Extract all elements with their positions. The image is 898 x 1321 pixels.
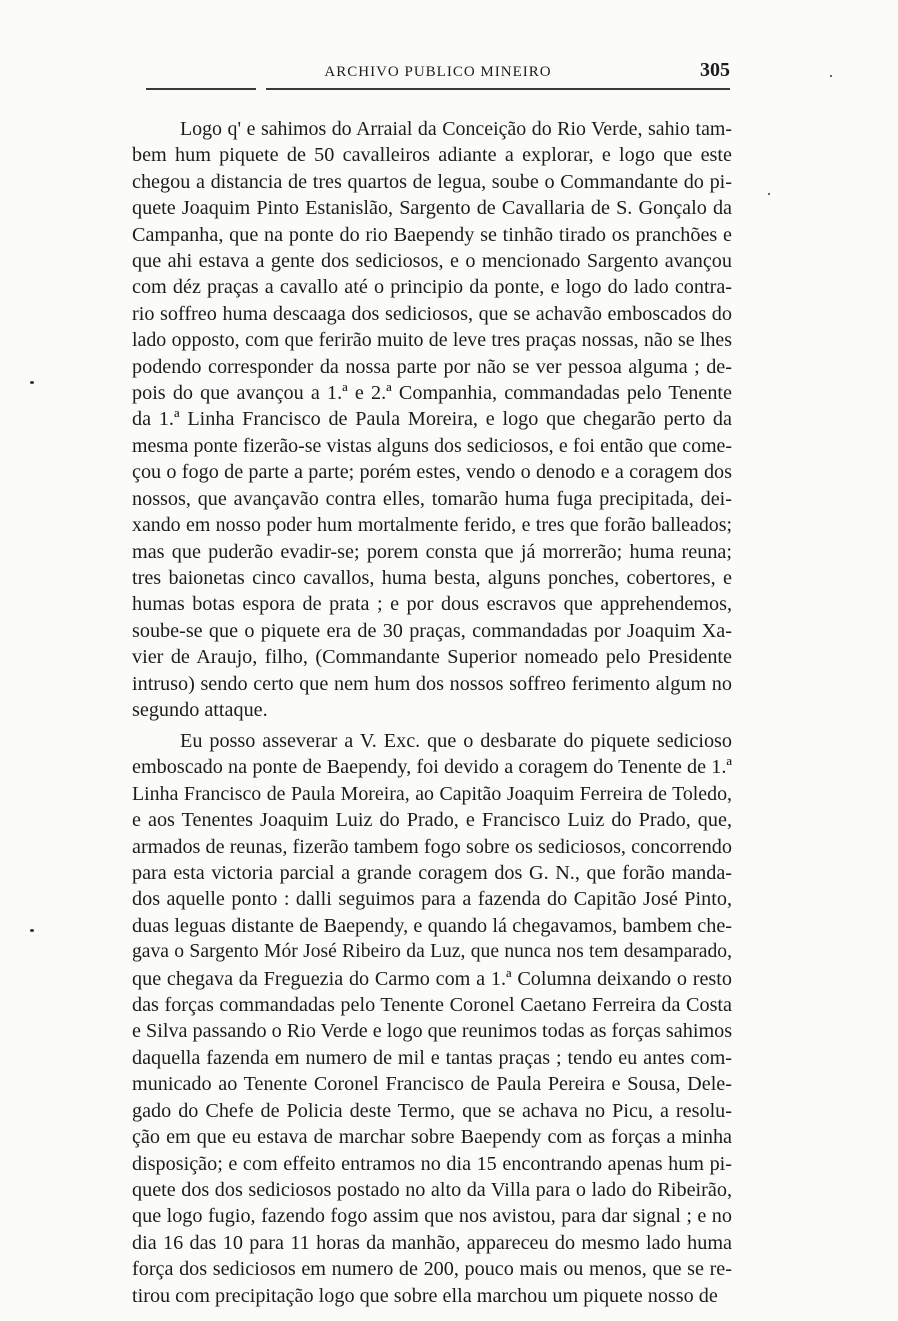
text-line: tres baionetas cinco cavallos, huma besta, alguns ponches, cobertores, e [132,566,732,589]
text-line: tirou com precipitação logo que sobre ella marchou um piquete nosso de [132,1284,718,1307]
text-line: disposição; e com effeito entramos no dia 15 encontrando apenas hum pi- [132,1152,732,1175]
text-line: humas botas espora de prata ; e por dous escravos que apprehendemos, [132,593,732,616]
text-line: ção em que eu estava de marchar sobre Baependy com as forças a minha [132,1126,732,1149]
text-line: que ahi estava a gente dos sediciosos, e o mencionado Sargento avançou [132,250,732,273]
text-line: podendo corresponder da nossa parte por não se ver pessoa alguma ; de- [132,355,732,378]
ink-speck [30,929,34,932]
page-header [146,59,730,94]
text-line: xando em nosso poder hum mortalmente ferido, e tres que forão balleados; [132,514,732,537]
text-line: armados de reunas, fizerão tambem fogo sobre os sediciosos, concorrendo [132,835,732,858]
text-line: Campanha, que na ponte do rio Baependy se tinhão tirado os pranchões e [132,223,732,246]
text-line: com déz praças a cavallo até o principio da ponte, e logo do lado contra- [132,276,732,299]
text-line: çou o fogo de parte a parte; porém estes, vendo o denodo e a coragem dos [132,461,732,484]
text-line: duas leguas distante de Baependy, e quando lá chegavamos, bambem che- [132,914,732,937]
text-line: dos aquelle ponto : dalli seguimos para a fazenda do Capitão José Pinto, [132,888,732,911]
text-line: das forças commandadas pelo Tenente Coronel Caetano Ferreira da Costa [132,994,732,1017]
text-line: para esta victoria parcial a grande coragem dos G. N., que forão manda- [132,862,732,885]
text-line: segundo attaque. [132,698,268,721]
text-line: rio soffreo huma descaaga dos sediciosos, que se achavão emboscados do [132,302,732,325]
text-line: da 1.ª Linha Francisco de Paula Moreira, e logo que chegarão perto da [132,408,732,431]
text-line: soube-se que o piquete era de 30 praças, commandadas por Joaquim Xa- [132,619,732,642]
text-line: bem hum piquete de 50 cavalleiros adiante a explorar, e logo que este [132,144,732,167]
header-rule-right [266,88,730,90]
text-line: nossos, que avançavão contra elles, tomarão huma fuga precipitada, dei- [132,487,732,510]
paragraph-2 [132,728,732,1309]
text-line: emboscado na ponte de Baependy, foi devido a coragem do Tenente de 1.ª [132,756,732,779]
text-line: dia 16 das 10 para 11 horas da manhão, appareceu do mesmo lado huma [132,1231,732,1254]
text-line: mesma ponte fizerão-se vistas alguns dos sediciosos, e foi então que come- [132,434,732,457]
page-number: 305 [700,59,730,81]
text-line: quete Joaquim Pinto Estanislão, Sargento de Cavallaria de S. Gonçalo da [132,197,732,220]
header-rule-left [146,88,256,90]
text-line: quete dos dos sediciosos postado no alto da Villa para o lado do Ribeirão, [132,1178,732,1201]
text-line: e Silva passando o Rio Verde e logo que reunimos todas as forças sahimos [132,1020,733,1043]
text-line: Eu posso asseverar a V. Exc. que o desbarate do piquete sedicioso [180,730,732,752]
text-line: chegou a distancia de tres quartos de legua, soube o Commandante do pi- [132,170,732,193]
text-line: lado opposto, com que ferirão muito de leve tres praças nossas, não se lhes [132,329,732,352]
text-line: Linha Francisco de Paula Moreira, ao Capitão Joaquim Ferreira de Toledo, [132,782,732,805]
text-line: municado ao Tenente Coronel Francisco de Paula Pereira e Sousa, Dele- [132,1073,732,1096]
text-line: intruso) sendo certo que nem hum dos nossos soffreo ferimento algum no [132,672,732,695]
text-line: e aos Tenentes Joaquim Luiz do Prado, e Francisco Luiz do Prado, que, [132,809,732,832]
ink-speck [768,193,770,195]
ink-speck [30,381,34,384]
text-line: vier de Araujo, filho, (Commandante Superior nomeado pelo Presidente [132,646,732,669]
ink-speck [830,75,832,77]
text-line: Logo q' e sahimos do Arraial da Conceição do Rio Verde, sahio tam- [180,118,732,140]
text-line: mas que puderão evadir-se; porem consta que já morrerão; huma reuna; [132,540,732,563]
text-line: que logo fugio, fazendo fogo assim que nos avistou, para dar signal ; e no [132,1205,732,1228]
text-line: que chegava da Freguezia do Carmo com a 1.ª Columna deixando o resto [132,967,732,990]
text-line: gava o Sargento Mór José Ribeiro da Luz, que nunca nos tem desamparado, [132,941,732,963]
text-line: pois do que avançou a 1.ª e 2.ª Companhia, commandadas pelo Tenente [132,382,732,405]
paragraph-1 [132,116,732,723]
text-line: força dos sediciosos em numero de 200, pouco mais ou menos, que se re- [132,1258,732,1281]
running-title: ARCHIVO PUBLICO MINEIRO [324,64,552,80]
text-line: daquella fazenda em numero de mil e tantas praças ; tendo eu antes com- [132,1046,732,1069]
text-line: gado do Chefe de Policia deste Termo, que se achava no Picu, a resolu- [132,1099,732,1122]
